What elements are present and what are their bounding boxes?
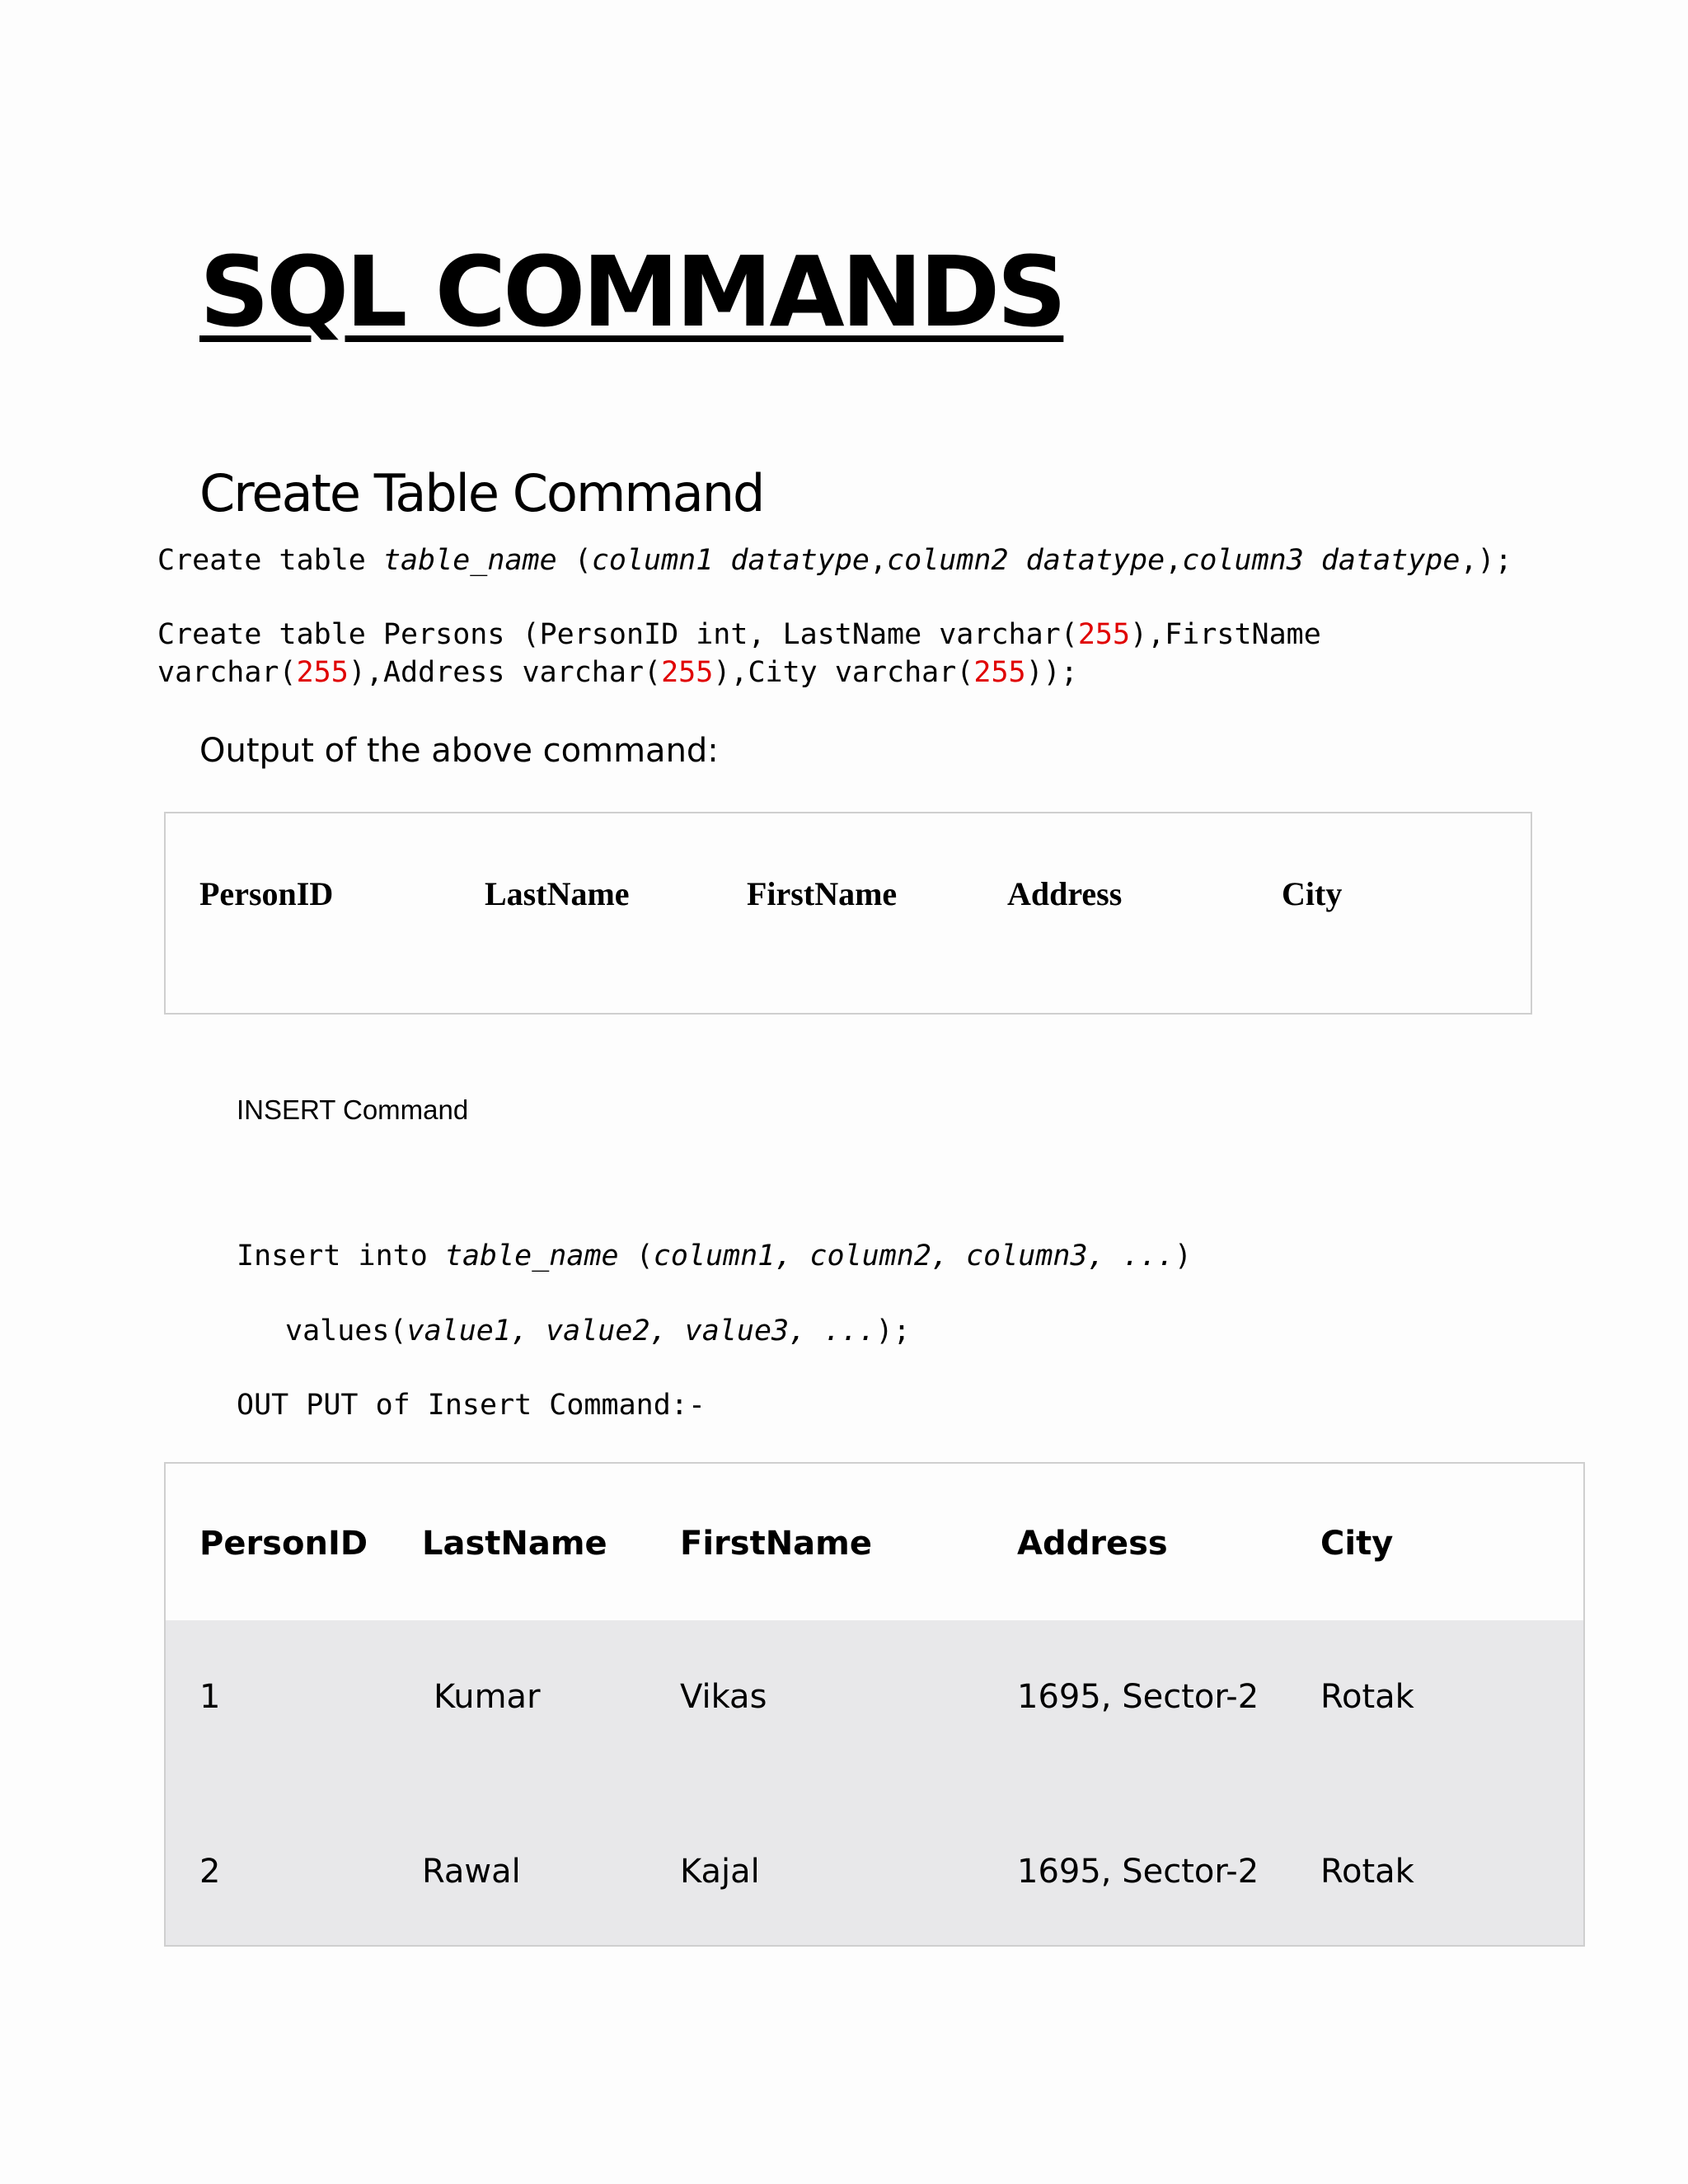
insert-syntax-line-1: Insert into table_name (column1, column2, column3, ...) [237, 1240, 1192, 1272]
create-example-line-2: varchar(255),Address varchar(255),City varchar(255)); [157, 656, 1078, 689]
column-header: LastName [485, 875, 630, 912]
insert-syntax-line-2: values(value1, value2, value3, ...); [285, 1315, 911, 1347]
table-cell: 2 [199, 1853, 221, 1891]
create-output-label: Output of the above command: [199, 732, 719, 770]
page-title: SQL COMMANDS [199, 235, 1064, 349]
column-header: Address [1017, 1525, 1168, 1563]
column-header: FirstName [680, 1525, 872, 1563]
column-header: City [1320, 1525, 1394, 1563]
table-cell: Rotak [1320, 1853, 1414, 1891]
column-header: LastName [422, 1525, 607, 1563]
create-output-table [164, 812, 1532, 1015]
table-cell: Kumar [434, 1678, 541, 1716]
table-cell: Rawal [422, 1853, 521, 1891]
table-cell: 1695, Sector-2 [1017, 1678, 1259, 1716]
insert-heading: INSERT Command [237, 1094, 469, 1125]
table-cell: Vikas [680, 1678, 767, 1716]
create-example-line-1: Create table Persons (PersonID int, LastName varchar(255),FirstName [157, 618, 1321, 651]
table-cell: 1 [199, 1678, 221, 1716]
insert-output-label: OUT PUT of Insert Command:- [237, 1389, 706, 1422]
column-header: PersonID [199, 875, 334, 912]
table-cell: 1695, Sector-2 [1017, 1853, 1259, 1891]
table-header-row [166, 1464, 1583, 1620]
table-cell: Rotak [1320, 1678, 1414, 1716]
column-header: Address [1007, 875, 1123, 912]
create-syntax-line: Create table table_name (column1 datatype,column2 datatype,column3 datatype,); [157, 544, 1512, 577]
column-header: FirstName [747, 875, 898, 912]
insert-output-table [164, 1462, 1585, 1947]
table-cell: Kajal [680, 1853, 760, 1891]
create-table-heading: Create Table Command [199, 463, 764, 523]
column-header: City [1282, 875, 1343, 912]
column-header: PersonID [199, 1525, 368, 1563]
